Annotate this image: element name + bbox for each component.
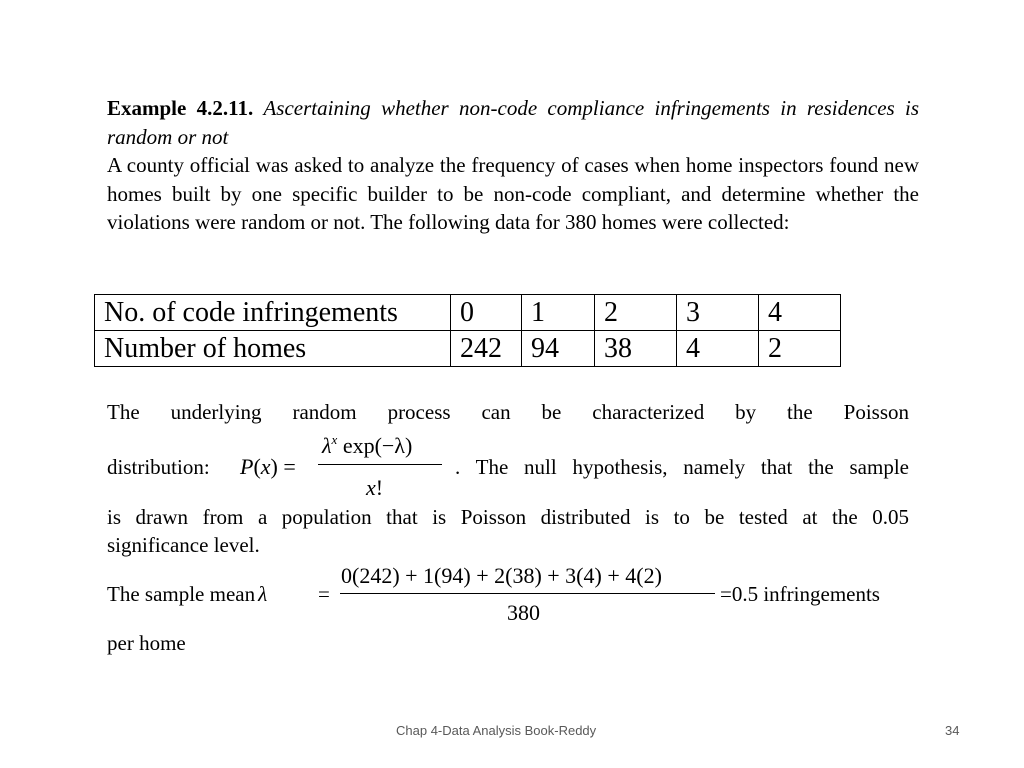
fraction-bar bbox=[318, 464, 442, 465]
table-cell: 1 bbox=[522, 295, 595, 331]
table-cell: 3 bbox=[677, 295, 759, 331]
table-cell: No. of code infringements bbox=[95, 295, 451, 331]
math-exp: exp(−λ) bbox=[342, 433, 413, 458]
distribution-prefix: distribution: bbox=[107, 455, 210, 479]
example-block bbox=[107, 94, 919, 237]
sample-mean-label bbox=[107, 582, 267, 606]
sample-mean-prefix: The sample mean bbox=[107, 582, 256, 606]
poisson-intro-line: The underlying random process can be characterized by the Poisson bbox=[107, 400, 909, 424]
table-cell: 2 bbox=[595, 295, 677, 331]
math-x: x bbox=[366, 475, 376, 500]
poisson-denominator bbox=[366, 476, 383, 500]
example-label: Example 4.2.11. bbox=[107, 96, 254, 120]
table-cell: 4 bbox=[759, 295, 841, 331]
table-cell: 2 bbox=[759, 331, 841, 367]
mean-fraction-bar bbox=[340, 593, 715, 594]
math-lambda: λ bbox=[322, 433, 332, 458]
table-row bbox=[95, 295, 841, 331]
per-home-line: per home bbox=[107, 631, 186, 655]
math-close: ) = bbox=[270, 454, 296, 479]
math-x: x bbox=[260, 454, 271, 479]
null-hypothesis-start: . The null hypothesis, namely that the sample bbox=[455, 455, 909, 479]
poisson-numerator bbox=[322, 434, 412, 461]
infringements-table bbox=[94, 294, 841, 367]
footer-caption: Chap 4-Data Analysis Book-Reddy bbox=[396, 723, 597, 738]
poisson-lhs bbox=[240, 455, 296, 479]
example-body: A county official was asked to analyze the frequency of cases when home inspectors found new homes built by one specific builder to be non-code compliant, and determine whether the violations were random or not. The following data for 380 homes were collected: bbox=[107, 153, 919, 235]
math-bang: ! bbox=[375, 475, 384, 500]
null-hypothesis-line: is drawn from a population that is Poisson distributed is to be tested at the 0.05 bbox=[107, 505, 909, 529]
page-number: 34 bbox=[945, 723, 960, 738]
significance-line: significance level. bbox=[107, 533, 260, 557]
mean-denominator: 380 bbox=[507, 600, 540, 625]
table-cell: 38 bbox=[595, 331, 677, 367]
math-p: P bbox=[240, 454, 254, 479]
example-title: Ascertaining whether non-code compliance infringements in residences is random or not bbox=[107, 96, 919, 149]
math-lambda: λ bbox=[258, 582, 268, 606]
table-cell: 4 bbox=[677, 331, 759, 367]
table-cell: 0 bbox=[451, 295, 522, 331]
math-superscript: x bbox=[331, 432, 338, 447]
mean-result: =0.5 infringements bbox=[720, 582, 880, 606]
table-cell: 242 bbox=[451, 331, 522, 367]
math-open: ( bbox=[253, 454, 261, 479]
equals-sign: = bbox=[318, 582, 330, 606]
table-cell: Number of homes bbox=[95, 331, 451, 367]
table-row bbox=[95, 331, 841, 367]
mean-numerator: 0(242) + 1(94) + 2(38) + 3(4) + 4(2) bbox=[341, 563, 662, 588]
table-cell: 94 bbox=[522, 331, 595, 367]
